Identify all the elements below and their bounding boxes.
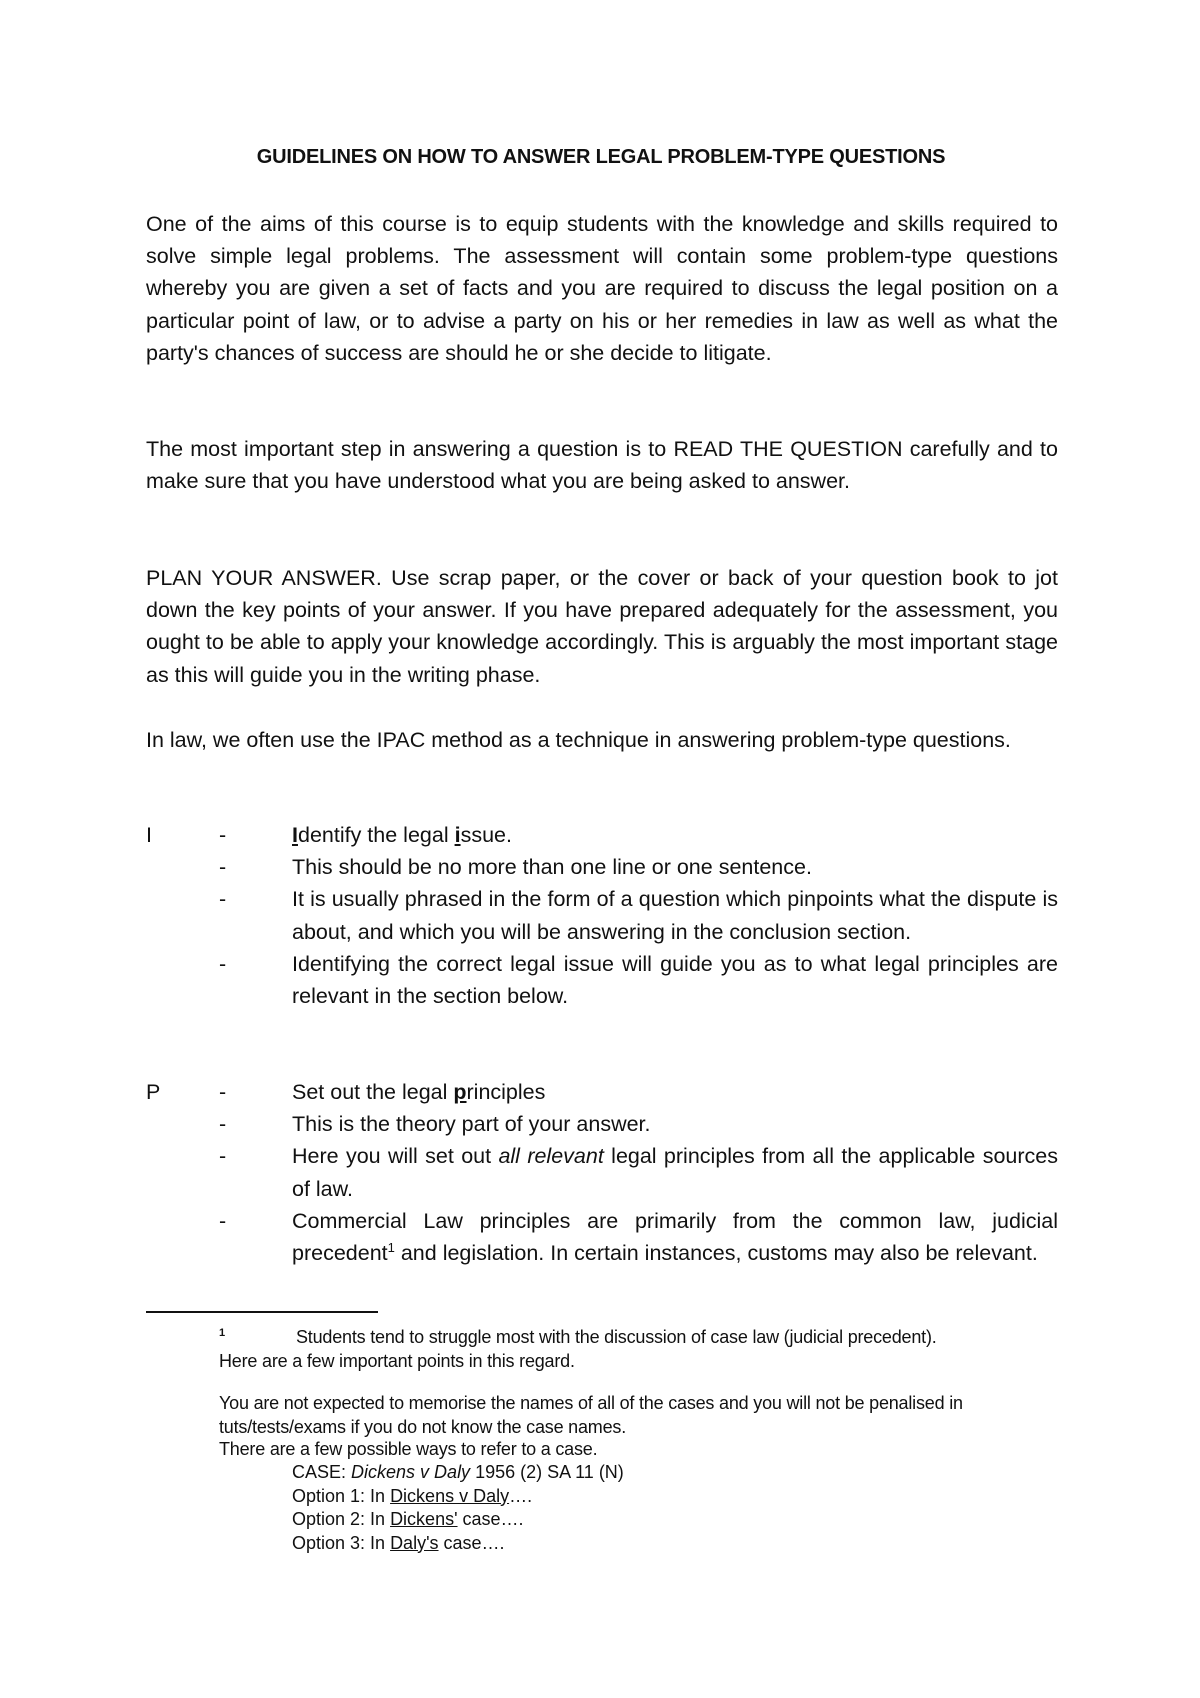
issue-heading-tail: ssue. (460, 823, 512, 847)
ipac-issue-section (146, 819, 1058, 1012)
paragraph-read-question: The most important step in answering a question is to READ THE QUESTION carefully and to make sure that you have understood what you are being asked to answer. (146, 437, 1058, 494)
principles-heading-tail: rinciples (466, 1080, 546, 1104)
case-label: CASE: (292, 1462, 352, 1482)
issue-heading-initial: I (292, 823, 298, 847)
list-item (146, 1108, 1058, 1140)
option-case-name: Daly's (390, 1532, 439, 1553)
option-tail: …. (509, 1485, 533, 1506)
list-item-text: It is usually phrased in the form of a question which pinpoints what the dispute is about, and which you will be answering in the conclusion section. (292, 887, 1058, 944)
ipac-letter-i: I (146, 823, 152, 847)
principles-heading-emphasis: p (453, 1080, 467, 1104)
commercial-text-tail: and legislation. In certain instances, customs may also be relevant. (394, 1241, 1038, 1266)
ipac-principles-heading (292, 1076, 1058, 1108)
footnote-reference[interactable]: 1 (387, 1239, 395, 1255)
list-dash: - (219, 1080, 227, 1104)
paragraph-course-aims: One of the aims of this course is to equip students with the knowledge and skills required to solve simple legal problems. The assessment will contain some problem-type questions whereby you are given a set of facts and you are required to discuss the legal position on a particular point of law, or to advise a party on his or her remedies in law as well as what the party's chances of success are should he or she decide to litigate. (146, 212, 1058, 365)
case-citation-ref: 1956 (2) SA 11 (N) (470, 1462, 624, 1482)
footnote-paragraph-ways: There are a few possible ways to refer to a case. (219, 1439, 598, 1459)
footnote-marker: 1 (219, 1327, 225, 1339)
ipac-issue-row (146, 819, 1058, 851)
list-item (146, 883, 1058, 947)
option-case-name: Dickens' (390, 1509, 458, 1529)
ipac-principles-section (146, 1076, 1058, 1269)
list-item (146, 851, 1058, 883)
list-item-text (292, 1140, 1058, 1204)
list-dash: - (219, 823, 227, 847)
issue-heading-mid: dentify the legal (297, 823, 455, 847)
relevant-text-lead: Here you will set out (292, 1144, 499, 1169)
list-dash: - (219, 855, 227, 880)
ipac-issue-heading (292, 819, 1058, 851)
list-dash: - (219, 951, 227, 976)
relevant-emphasis: all relevant (498, 1144, 604, 1169)
footnote-line-2: Here are a few important points in this regard. (219, 1350, 575, 1371)
list-item-text: This is the theory part of your answer. (292, 1112, 651, 1137)
option-tail: case…. (457, 1509, 524, 1529)
principles-heading-lead: Set out the legal (292, 1080, 454, 1104)
list-item (146, 948, 1058, 1012)
case-option (292, 1532, 992, 1556)
paragraph-ipac-intro: In law, we often use the IPAC method as a technique in answering problem-type questions. (146, 728, 1011, 752)
case-citation (292, 1461, 992, 1485)
footnote-separator (146, 1311, 378, 1313)
paragraph-plan-answer: PLAN YOUR ANSWER. Use scrap paper, or the cover or back of your question book to jot down the key points of your answer. If you have prepared adequately for the assessment, you ought to be able to apply your knowledge accordingly. This is arguably the most important stage as this will guide you in the writing phase. (146, 566, 1058, 687)
option-label: Option 1: In (292, 1485, 391, 1506)
commercial-text-lead: Commercial Law principles are primarily from the common law, judicial precedent (292, 1208, 1058, 1266)
list-dash: - (219, 887, 227, 912)
issue-heading-emphasis: i (454, 823, 461, 847)
option-case-name: Dickens v Daly (390, 1485, 510, 1506)
list-item-text (292, 1205, 1058, 1269)
footnote-intro (219, 1322, 1069, 1373)
option-label: Option 2: In (292, 1509, 391, 1529)
document-title: GUIDELINES ON HOW TO ANSWER LEGAL PROBLEM-TYPE QUESTIONS (256, 146, 946, 168)
footnote-case-examples (292, 1461, 992, 1555)
footnote-line-1: Students tend to struggle most with the discussion of case law (judicial precedent). (296, 1327, 937, 1347)
case-option (292, 1485, 992, 1509)
option-label: Option 3: In (292, 1532, 391, 1553)
list-dash: - (219, 1208, 227, 1233)
list-item (146, 1205, 1058, 1269)
relevant-text-tail: legal principles from all the applicable sources of law. (292, 1144, 1059, 1201)
list-item (146, 1140, 1058, 1204)
list-dash: - (219, 1112, 227, 1137)
ipac-principles-row (146, 1076, 1058, 1108)
option-tail: case…. (438, 1532, 505, 1553)
case-name: Dickens v Daly (351, 1462, 471, 1482)
case-option (292, 1508, 992, 1532)
ipac-letter-p: P (146, 1080, 161, 1104)
list-dash: - (219, 1144, 227, 1169)
list-item-text: Identifying the correct legal issue will guide you as to what legal principles are relevant in the section below. (292, 951, 1058, 1009)
footnote-paragraph-memorise: You are not expected to memorise the names of all of the cases and you will not be penalised in tuts/tests/exams if you do not know the case names. (219, 1393, 963, 1437)
list-item-text: This should be no more than one line or one sentence. (292, 855, 812, 880)
